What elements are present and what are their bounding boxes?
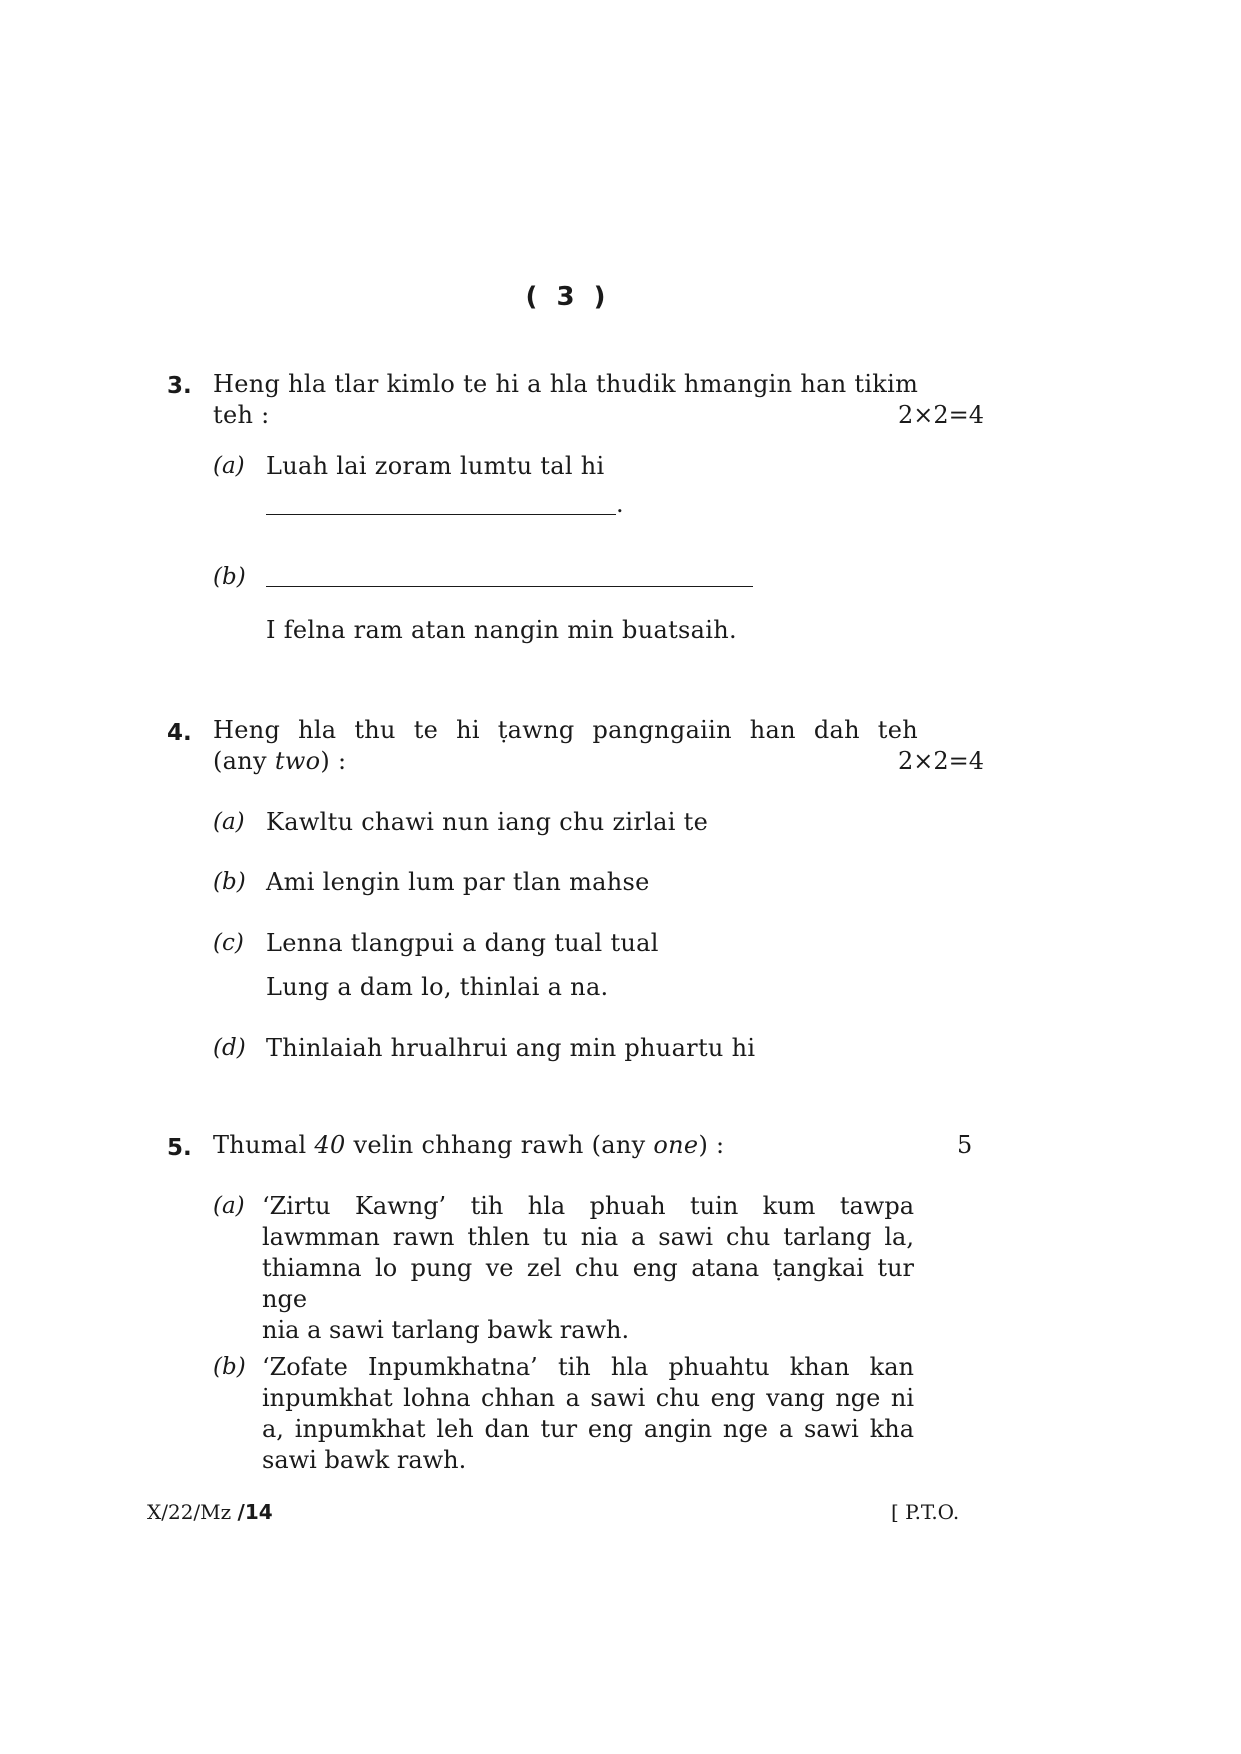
option-label-a: (a) xyxy=(213,1193,245,1219)
text-line: thiamna lo pung ve zel chu eng atana ṭangkai tur nge xyxy=(262,1254,914,1313)
option-label-a: (a) xyxy=(213,809,245,835)
marks: 2×2=4 xyxy=(898,747,985,775)
option-label-b: (b) xyxy=(213,1354,246,1380)
text-line: a, inpumkhat leh dan tur eng angin nge a sawi kha xyxy=(262,1415,914,1443)
answer-blank xyxy=(266,514,616,515)
option-text-c: Lenna tlangpui a dang tual tual xyxy=(266,929,659,957)
question-text: Heng hla thu te hi ṭawng pangngaiin han dah teh xyxy=(213,716,918,744)
text-line: inpumkhat lohna chhan a sawi chu eng vang nge ni xyxy=(262,1384,914,1412)
question-number: 3. xyxy=(167,373,192,399)
option-text-d: Thinlaiah hrualhrui ang min phuartu hi xyxy=(266,1034,756,1062)
question-text-cont: (any two) : xyxy=(213,747,347,775)
text-line: ‘Zofate Inpumkhatna’ tih hla phuahtu khan kan xyxy=(262,1353,914,1381)
text-line: ‘Zirtu Kawng’ tih hla phuah tuin kum tawpa xyxy=(262,1192,914,1220)
pto-label: [ P.T.O. xyxy=(891,1500,960,1524)
option-label-b: (b) xyxy=(213,869,246,895)
question-text: Heng hla tlar kimlo te hi a hla thudik hmangin han tikim xyxy=(213,370,919,398)
option-label-b: (b) xyxy=(213,564,246,590)
option-text-a: Luah lai zoram lumtu tal hi xyxy=(266,452,605,480)
option-text-b xyxy=(262,1352,914,1476)
question-number: 4. xyxy=(167,720,192,746)
marks: 5 xyxy=(957,1131,973,1159)
question-text-cont: teh : xyxy=(213,401,270,429)
question-text: Thumal 40 velin chhang rawh (any one) : xyxy=(213,1131,725,1159)
option-text-b: I felna ram atan nangin min buatsaih. xyxy=(266,616,737,644)
paper-code: X/22/Mz /14 xyxy=(147,1500,273,1524)
marks: 2×2=4 xyxy=(898,401,985,429)
text-line: lawmman rawn thlen tu nia a sawi chu tarlang la, xyxy=(262,1223,914,1251)
option-label-a: (a) xyxy=(213,453,245,479)
option-text-a: Kawltu chawi nun iang chu zirlai te xyxy=(266,808,709,836)
text-line: sawi bawk rawh. xyxy=(262,1446,467,1474)
option-text-a xyxy=(262,1191,914,1346)
option-text-c-line2: Lung a dam lo, thinlai a na. xyxy=(266,973,609,1001)
page-number: ( 3 ) xyxy=(525,282,606,312)
question-number: 5. xyxy=(167,1135,192,1161)
option-label-d: (d) xyxy=(213,1035,246,1061)
option-label-c: (c) xyxy=(213,930,244,956)
blank-period: . xyxy=(616,490,624,518)
option-text-b: Ami lengin lum par tlan mahse xyxy=(266,868,650,896)
text-line: nia a sawi tarlang bawk rawh. xyxy=(262,1316,630,1344)
answer-blank xyxy=(266,586,753,587)
